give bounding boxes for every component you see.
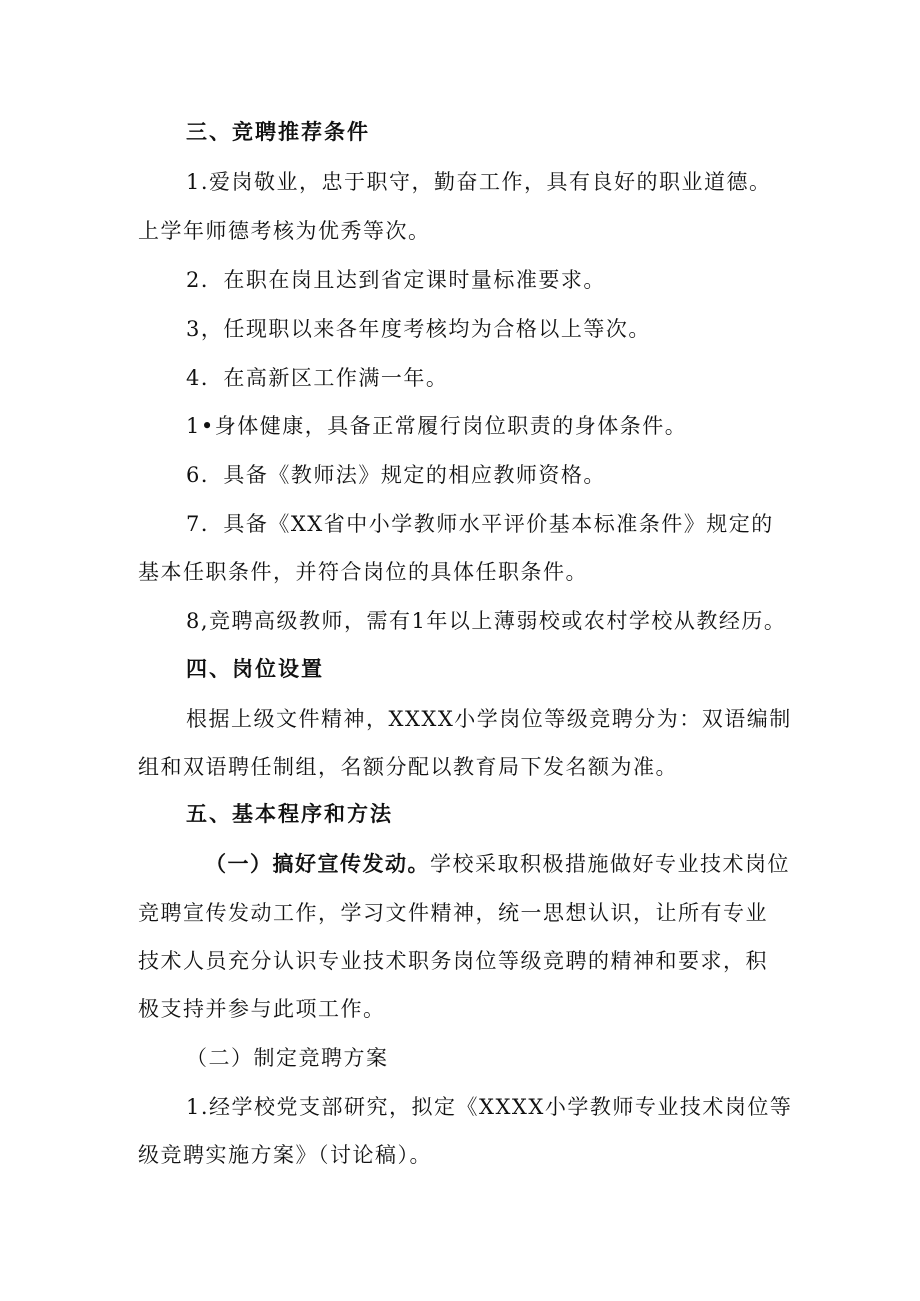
publicity-line-4: 极支持并参与此项工作。 — [138, 997, 386, 1021]
publicity-line-1: 学校采取积极措施做好专业技术岗位 — [430, 852, 790, 876]
subsection-title-2: （二）制定竞聘方案 — [186, 1046, 389, 1070]
condition-item-1: 1.爱岗敬业，忠于职守，勤奋工作，具有良好的职业道德。 — [186, 170, 772, 194]
plan-item-1-continued: 级竞聘实施方案》（讨论稿）。 — [138, 1143, 432, 1167]
condition-item-7-continued: 基本任职条件，并符合岗位的具体任职条件。 — [138, 560, 588, 584]
condition-item-1-continued: 上学年师德考核为优秀等次。 — [138, 219, 431, 243]
publicity-line-3: 技术人员充分认识专业技术职务岗位等级竞聘的精神和要求，积 — [138, 949, 768, 973]
publicity-paragraph — [205, 849, 790, 879]
condition-item-7: 7．具备《XX省中小学教师水平评价基本标准条件》规定的 — [186, 512, 774, 536]
condition-item-3: 3，任现职以来各年度考核均为合格以上等次。 — [186, 317, 651, 341]
publicity-lead: （一）搞好宣传发动。 — [205, 852, 430, 876]
section-heading-4: 四、岗位设置 — [186, 657, 324, 681]
post-setting-paragraph: 根据上级文件精神，XXXX小学岗位等级竞聘分为：双语编制 — [186, 707, 792, 731]
condition-item-2: 2．在职在岗且达到省定课时量标准要求。 — [186, 268, 606, 292]
section-heading-3: 三、竞聘推荐条件 — [186, 120, 370, 144]
condition-item-8: 8,竞聘高级教师，需有1年以上薄弱校或农村学校从教经历。 — [186, 609, 787, 633]
condition-item-6: 6．具备《教师法》规定的相应教师资格。 — [186, 463, 606, 487]
condition-item-4: 4．在高新区工作满一年。 — [186, 366, 449, 390]
post-setting-paragraph-continued: 组和双语聘任制组，名额分配以教育局下发名额为准。 — [138, 755, 678, 779]
publicity-line-2: 竞聘宣传发动工作，学习文件精神，统一思想认识，让所有专业 — [138, 901, 768, 925]
plan-item-1: 1.经学校党支部研究，拟定《XXXX小学教师专业技术岗位等 — [186, 1095, 793, 1119]
section-heading-5: 五、基本程序和方法 — [186, 802, 393, 826]
condition-item-5: 1•身体健康，具备正常履行岗位职责的身体条件。 — [186, 414, 688, 438]
